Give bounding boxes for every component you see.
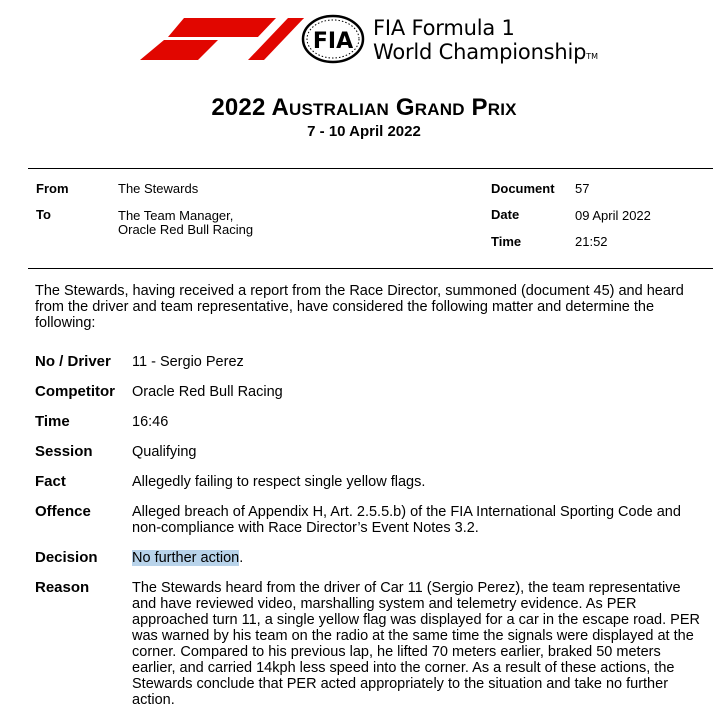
document-label: Document — [491, 181, 555, 196]
date-label: Date — [491, 207, 520, 222]
decision-value — [132, 550, 712, 566]
time-value: 21:52 — [575, 234, 608, 249]
competitor-label: Competitor — [35, 383, 115, 400]
date-value: 09 April 2022 — [575, 208, 651, 223]
session-label: Session — [35, 443, 93, 460]
header-divider-bottom — [28, 268, 713, 269]
from-value: The Stewards — [118, 181, 199, 196]
header-divider-top — [28, 168, 713, 169]
to-value — [118, 209, 253, 237]
driver-label: No / Driver — [35, 353, 111, 370]
time-row-value: 16:46 — [132, 414, 169, 430]
f1-logo-icon — [140, 18, 304, 60]
fact-label: Fact — [35, 473, 66, 490]
to-value-line1: The Team Manager, — [118, 208, 234, 223]
time-label: Time — [491, 234, 522, 249]
to-value-line2: Oracle Red Bull Racing — [118, 222, 254, 237]
offence-label: Offence — [35, 503, 91, 520]
to-label: To — [36, 207, 51, 222]
reason-value: The Stewards heard from the driver of Car 11 (Sergio Perez), the team representative and have reviewed video, marshalling system and telemetry evidence. As PER approached turn 11, a single yellow flag was displayed for a car in the escape road. PER was warned by his team on the radio at the same time the signals were displayed at the corner. Compared to his previous lap, he lifted 70 meters earlier, braked 50 meters earlier, and carried 14kph less speed into the corner. As a result of these actions, the Stewards conclude that PER acted appropriately to the situation and take no further action. — [132, 580, 700, 708]
fact-value: Allegedly failing to respect single yellow flags. — [132, 474, 426, 490]
championship-line1: FIA Formula 1 — [373, 16, 515, 40]
fia-seal-icon — [301, 14, 365, 64]
session-value: Qualifying — [132, 444, 197, 460]
trademark-mark: TM — [586, 52, 599, 61]
driver-value: 11 - Sergio Perez — [132, 354, 244, 370]
championship-wordmark — [373, 16, 598, 69]
decision-highlight: No further action — [132, 550, 240, 566]
offence-value: Alleged breach of Appendix H, Art. 2.5.5.b) of the FIA International Sporting Code and non-compliance with Race Director’s Event Notes 3.2. — [132, 504, 681, 536]
decision-label: Decision — [35, 549, 98, 566]
event-title: 2022 Australian Grand Prix — [211, 94, 517, 121]
event-dates: 7 - 10 April 2022 — [307, 123, 421, 140]
from-label: From — [36, 181, 69, 196]
championship-line2: World Championship — [373, 40, 587, 64]
decision-suffix: . — [239, 550, 244, 566]
reason-label: Reason — [35, 579, 90, 596]
time-row-label: Time — [35, 413, 70, 430]
fia-seal-text: FIA — [312, 29, 354, 54]
intro-paragraph: The Stewards, having received a report from the Race Director, summoned (document 45) and heard from the driver and team representative, have considered the following matter and determine the following: — [35, 283, 684, 331]
document-value: 57 — [575, 181, 590, 196]
competitor-value: Oracle Red Bull Racing — [132, 384, 283, 400]
